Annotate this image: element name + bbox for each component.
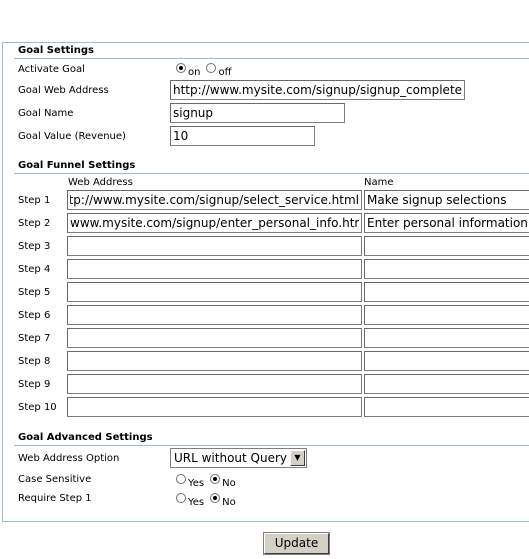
- step-url-input[interactable]: [67, 374, 362, 394]
- step-name-input[interactable]: [364, 282, 529, 302]
- step-name-input[interactable]: [364, 328, 529, 348]
- step-label: Step 5: [18, 287, 51, 298]
- step-url-input[interactable]: [67, 328, 362, 348]
- goal-web-address-input[interactable]: [170, 80, 465, 100]
- web-address-option-value: URL without Query: [174, 451, 288, 465]
- require-step1-yes-label: Yes: [188, 497, 205, 508]
- section-divider: [14, 445, 529, 446]
- step-url-input[interactable]: [67, 213, 362, 233]
- step-url-input[interactable]: [67, 236, 362, 256]
- case-sensitive-yes-radio[interactable]: [176, 474, 186, 484]
- step-name-input[interactable]: [364, 397, 529, 417]
- step-url-input[interactable]: [67, 305, 362, 325]
- step-name-input[interactable]: [364, 190, 529, 210]
- activate-goal-radio-group: [176, 62, 237, 78]
- activate-on-radio[interactable]: [176, 63, 186, 73]
- section-divider: [14, 58, 529, 59]
- step-label: Step 3: [18, 241, 51, 252]
- goal-settings-header: Goal Settings: [18, 45, 94, 56]
- require-step1-label: Require Step 1: [18, 493, 92, 504]
- step-url-input[interactable]: [67, 397, 362, 417]
- activate-goal-label: Activate Goal: [18, 64, 85, 75]
- case-sensitive-radio-group: [176, 473, 242, 489]
- goal-value-input[interactable]: [170, 126, 315, 146]
- section-divider: [14, 173, 529, 174]
- case-sensitive-no-label: No: [222, 478, 236, 489]
- step-url-input[interactable]: [67, 190, 362, 210]
- goal-value-label: Goal Value (Revenue): [18, 131, 126, 142]
- goal-web-address-label: Goal Web Address: [18, 85, 109, 96]
- web-address-option-label: Web Address Option: [18, 453, 120, 464]
- step-name-input[interactable]: [364, 305, 529, 325]
- step-name-input[interactable]: [364, 351, 529, 371]
- chevron-down-icon: ▼: [290, 450, 305, 466]
- require-step1-radio-group: [176, 492, 242, 508]
- case-sensitive-no-radio[interactable]: [210, 474, 220, 484]
- update-button[interactable]: Update: [264, 533, 329, 554]
- activate-on-label: on: [188, 67, 201, 78]
- advanced-settings-header: Goal Advanced Settings: [18, 432, 153, 443]
- step-label: Step 1: [18, 195, 51, 206]
- step-label: Step 7: [18, 333, 51, 344]
- funnel-web-address-column: Web Address: [68, 177, 133, 188]
- step-label: Step 6: [18, 310, 51, 321]
- step-label: Step 8: [18, 356, 51, 367]
- step-name-input[interactable]: [364, 236, 529, 256]
- step-url-input[interactable]: [67, 282, 362, 302]
- require-step1-no-label: No: [222, 497, 236, 508]
- step-name-input[interactable]: [364, 213, 529, 233]
- step-label: Step 10: [18, 402, 57, 413]
- activate-off-radio[interactable]: [206, 63, 216, 73]
- step-url-input[interactable]: [67, 259, 362, 279]
- goal-name-label: Goal Name: [18, 108, 74, 119]
- goal-name-input[interactable]: [170, 103, 345, 123]
- case-sensitive-label: Case Sensitive: [18, 474, 92, 485]
- funnel-settings-header: Goal Funnel Settings: [18, 160, 136, 171]
- step-url-input[interactable]: [67, 351, 362, 371]
- require-step1-yes-radio[interactable]: [176, 493, 186, 503]
- web-address-option-select[interactable]: [170, 448, 307, 468]
- step-label: Step 2: [18, 218, 51, 229]
- step-label: Step 4: [18, 264, 51, 275]
- step-name-input[interactable]: [364, 259, 529, 279]
- activate-off-label: off: [218, 67, 232, 78]
- funnel-name-column: Name: [364, 177, 394, 188]
- step-label: Step 9: [18, 379, 51, 390]
- step-name-input[interactable]: [364, 374, 529, 394]
- require-step1-no-radio[interactable]: [210, 493, 220, 503]
- case-sensitive-yes-label: Yes: [188, 478, 205, 489]
